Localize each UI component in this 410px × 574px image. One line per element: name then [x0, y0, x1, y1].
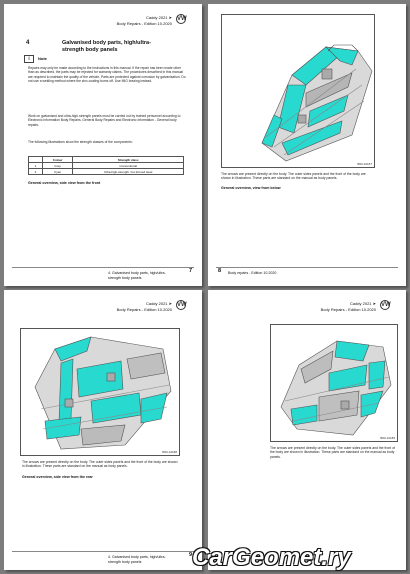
- car-body-illustration: [21, 329, 180, 456]
- table-header: Colour: [42, 157, 73, 163]
- watermark-logo: CarGeomet.ry: [192, 544, 351, 571]
- note-paragraph: Repairs may only be made according to the instructions in this manual. If the repair has been made other than as described, the parts may be rejected for warranty claims. The procedures described in this manual are required to maintain the quality of the vehicle. Parts are protected against corrosion by galvanisation. Do not use a welding method where the zinc coating burns off. Use MIG brazing instead.: [28, 66, 186, 84]
- car-body-illustration: [222, 15, 375, 168]
- note-label: Note: [38, 56, 47, 61]
- figure-caption-text: The arrows are present directly on the body. The outer sides panels and the front of the body are shown in illustration. These parts are standard on the manual as body panels.: [22, 460, 178, 469]
- page-header: Caddy 2021 ➤ Body Repairs - Edition 10.2020: [116, 15, 172, 26]
- page-number: 9: [188, 552, 192, 558]
- page-footer: 8 Body repairs - Edition 10.2020: [216, 267, 398, 276]
- figure-code: B60-10189: [380, 436, 395, 440]
- table-header: Strength class: [73, 157, 184, 163]
- page-footer: 4. Galvanised body parts, high/ultra-strength body panels 9: [12, 551, 194, 560]
- manual-page-1: [4, 4, 202, 286]
- page-footer: 4. Galvanised body parts, high/ultra-strength body panels 7: [12, 267, 194, 276]
- intro-paragraph: The following illustrations show the strength classes of the components:: [28, 140, 133, 144]
- figure-caption: General overview, side view from the front: [28, 181, 101, 185]
- page-number: 7: [188, 268, 192, 274]
- vw-logo-icon: VW: [177, 16, 187, 22]
- car-body-figure: [270, 324, 398, 442]
- info-paragraph: Work on galvanised and ultra-high-strength panels must be carried out by trained personnel according to Electronic Information Body Repairs, General Body Repairs and Electronic information - General body repairs.: [28, 114, 181, 127]
- strength-class-table: [28, 156, 184, 175]
- figure-caption-text: The arrows are present directly on the body. The outer sides panels and the front of the body are shown in illustration. These parts are standard on the manual as body panels.: [270, 446, 396, 459]
- car-body-figure: [20, 328, 180, 456]
- manual-page-3: [4, 290, 202, 570]
- figure-caption: General overview, view from below: [221, 186, 281, 190]
- page-header: Caddy 2021 ➤ Body Repairs - Edition 10.2020: [320, 301, 376, 312]
- manual-page-4: [208, 290, 406, 570]
- table-row: 1 Grey Conventional: [29, 163, 184, 169]
- note-icon: i: [24, 55, 34, 63]
- section-title: Galvanised body parts, high/ultra-strength body panels: [62, 40, 151, 53]
- car-body-illustration: [271, 325, 398, 442]
- figure-caption-text: The arrows are present directly on the body. The outer sides panels and the front of the body are shown in illustration. These parts are standard on the manual as body panels.: [221, 172, 366, 181]
- manual-page-2: [208, 4, 406, 286]
- vw-logo-icon: VW: [177, 302, 187, 308]
- figure-caption: General overview, side view from the rear: [22, 475, 93, 479]
- figure-code: B60-10188: [162, 450, 177, 454]
- vw-logo-icon: VW: [381, 302, 391, 308]
- figure-code: B60-10187: [357, 162, 372, 166]
- section-number: 4: [26, 40, 30, 46]
- page-header: Caddy 2021 ➤ Body Repairs - Edition 10.2020: [116, 301, 172, 312]
- table-row: 2 Cyan Ultra-high-strength, hot-formed steel: [29, 169, 184, 175]
- page-number: 8: [218, 268, 222, 274]
- car-body-figure: [221, 14, 375, 168]
